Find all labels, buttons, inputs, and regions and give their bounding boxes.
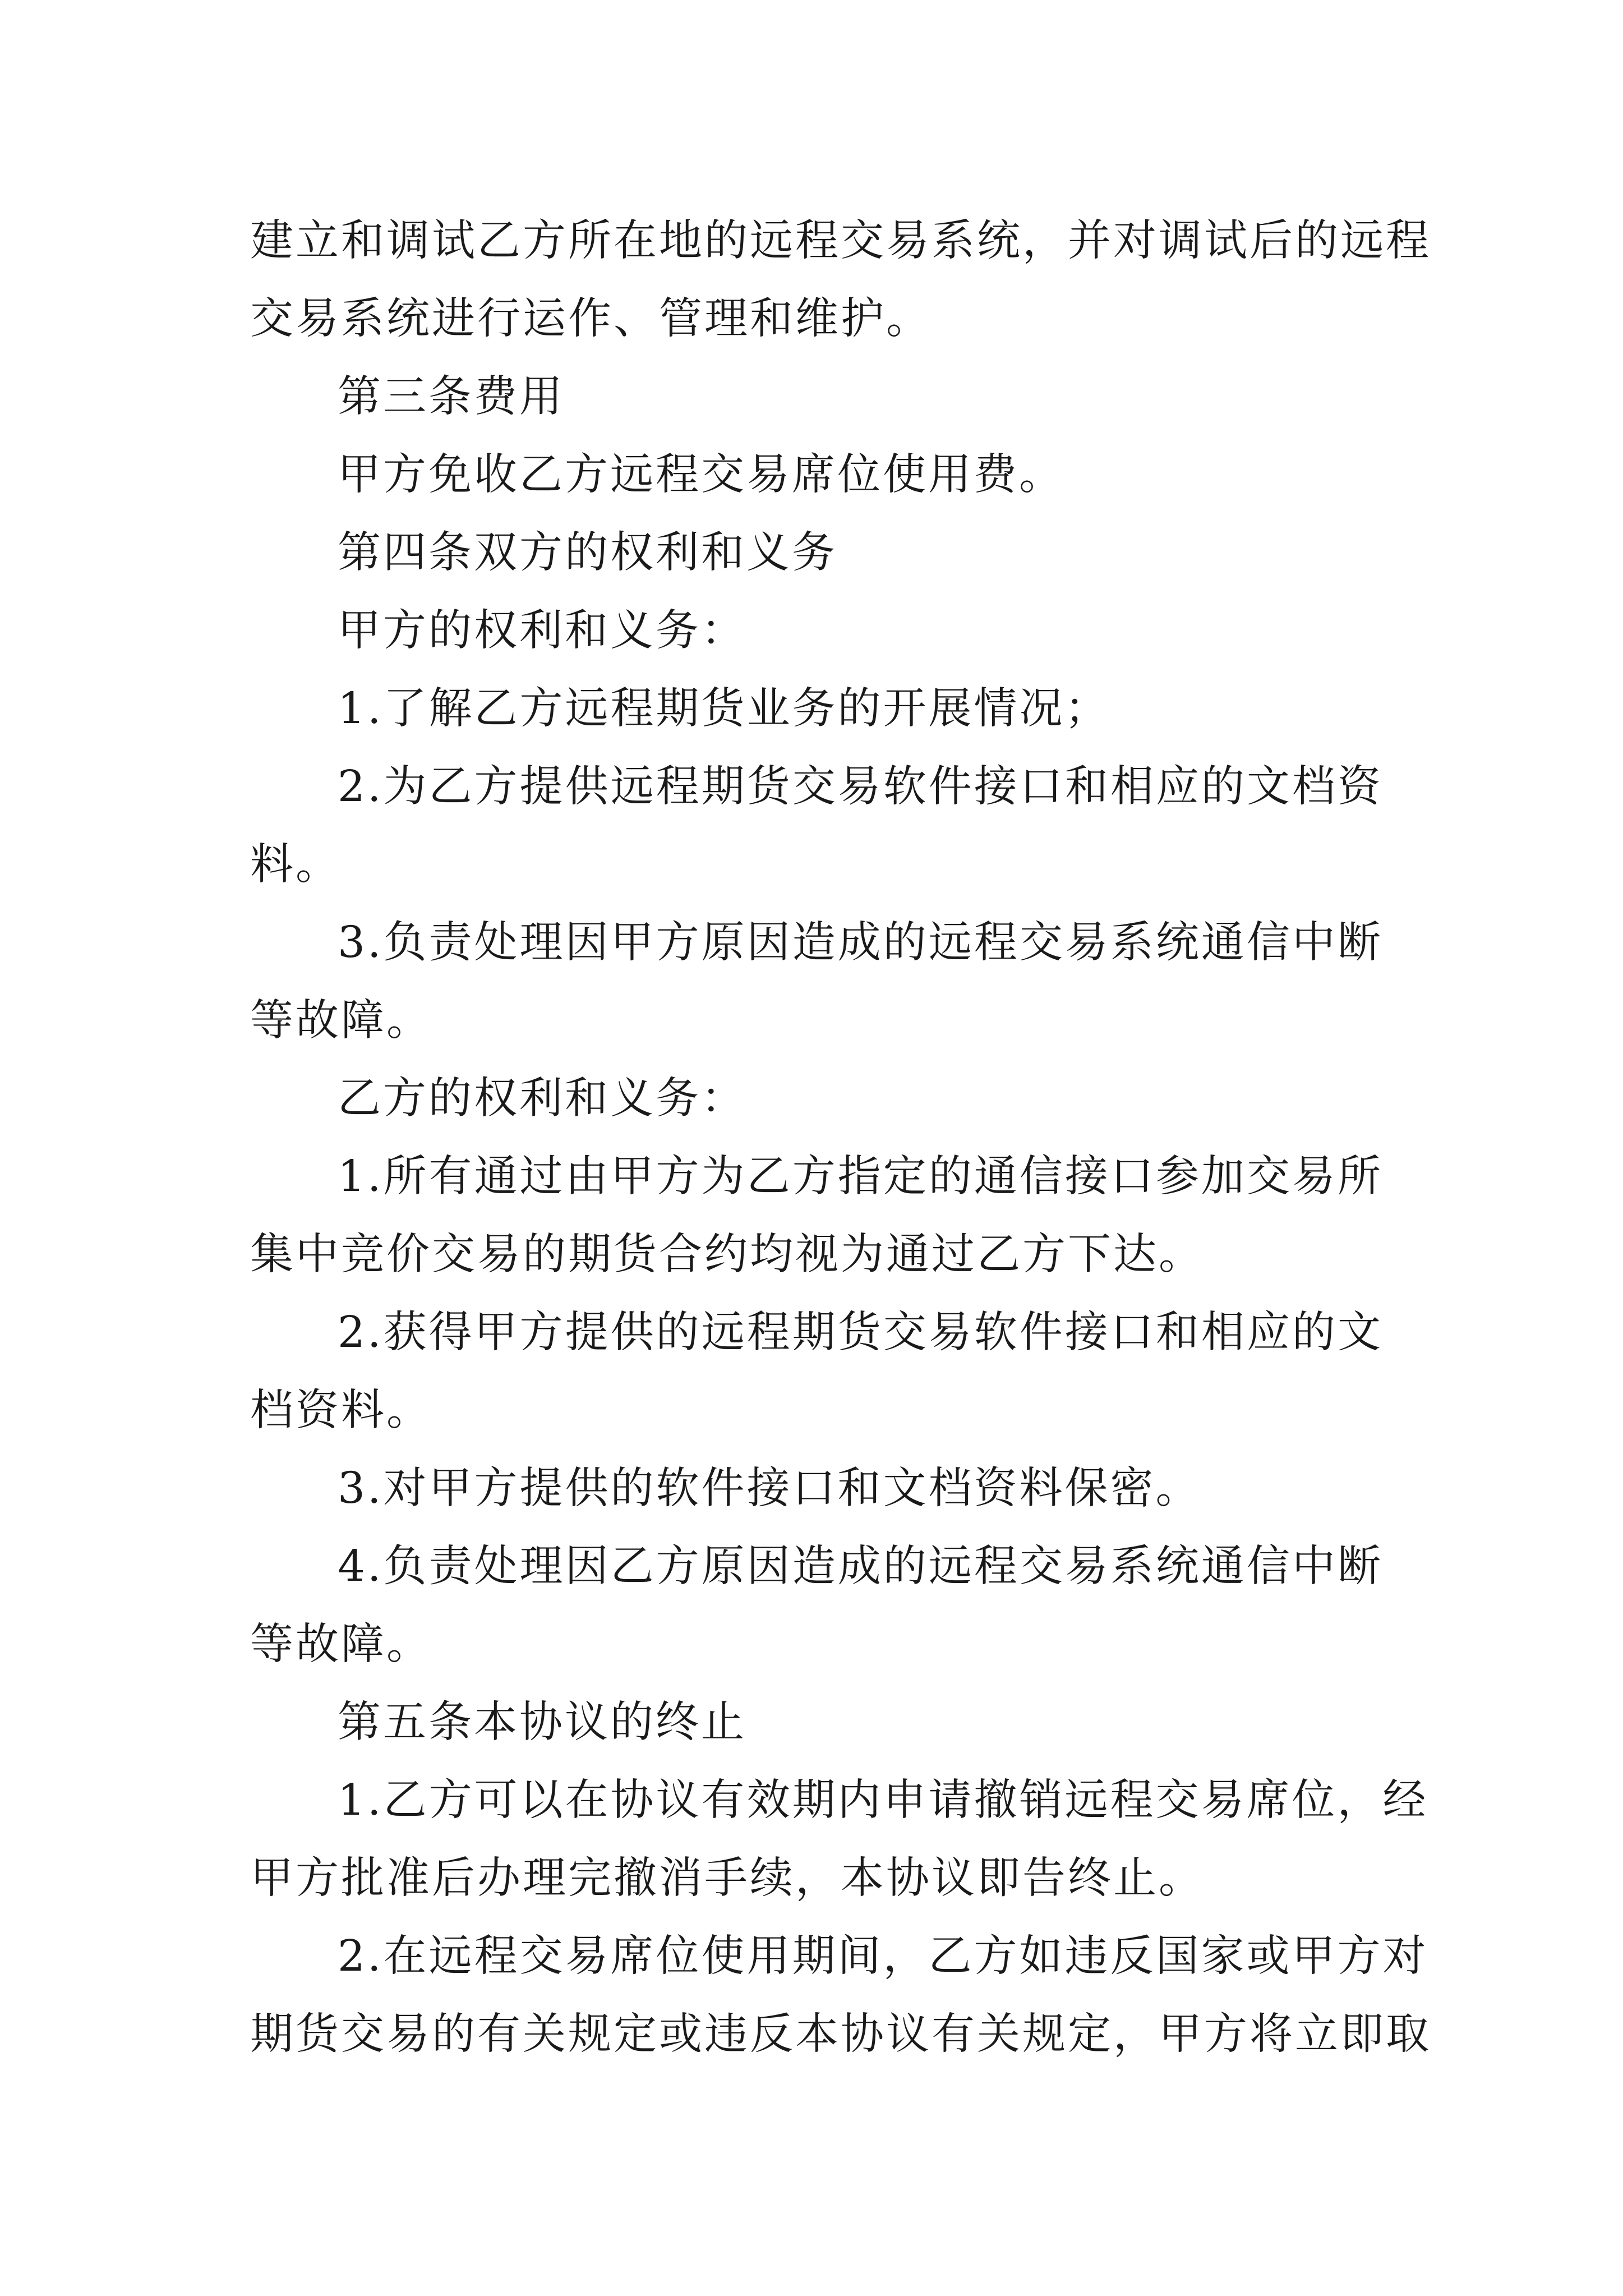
paragraph-line: 建立和调试乙方所在地的远程交易系统，并对调试后的远程 xyxy=(250,216,1431,266)
paragraph-line: 甲方免收乙方远程交易席位使用费。 xyxy=(338,450,1064,500)
list-item-continuation: 集中竞价交易的期货合约均视为通过乙方下达。 xyxy=(250,1230,1204,1280)
list-item: 1.乙方可以在协议有效期内申请撤销远程交易席位，经 xyxy=(338,1775,1428,1825)
list-item-continuation: 等故障。 xyxy=(250,1619,432,1669)
section-heading: 第三条费用 xyxy=(338,372,565,422)
list-item: 1.了解乙方远程期货业务的开展情况； xyxy=(338,684,1110,734)
list-item: 1.所有通过由甲方为乙方指定的通信接口参加交易所 xyxy=(338,1152,1383,1202)
subheading: 甲方的权利和义务： xyxy=(338,606,746,656)
list-item-continuation: 料。 xyxy=(250,840,341,890)
list-item: 3.负责处理因甲方原因造成的远程交易系统通信中断 xyxy=(338,918,1383,968)
list-item-continuation: 等故障。 xyxy=(250,996,432,1046)
document-body xyxy=(250,202,1431,2073)
paragraph-line: 交易系统进行运作、管理和维护。 xyxy=(250,294,932,344)
section-heading: 第五条本协议的终止 xyxy=(338,1697,746,1747)
subheading: 乙方的权利和义务： xyxy=(338,1074,746,1124)
list-item-continuation: 甲方批准后办理完撤消手续，本协议即告终止。 xyxy=(250,1853,1204,1903)
section-heading: 第四条双方的权利和义务 xyxy=(338,528,837,578)
list-item: 3.对甲方提供的软件接口和文档资料保密。 xyxy=(338,1464,1201,1513)
list-item-continuation: 档资料。 xyxy=(250,1386,432,1435)
list-item: 2.获得甲方提供的远程期货交易软件接口和相应的文 xyxy=(338,1308,1383,1358)
list-item-continuation: 期货交易的有关规定或违反本协议有关规定，甲方将立即取 xyxy=(250,2009,1431,2059)
list-item: 2.在远程交易席位使用期间，乙方如违反国家或甲方对 xyxy=(338,1931,1428,1981)
list-item: 2.为乙方提供远程期货交易软件接口和相应的文档资 xyxy=(338,762,1383,812)
list-item: 4.负责处理因乙方原因造成的远程交易系统通信中断 xyxy=(338,1542,1383,1591)
